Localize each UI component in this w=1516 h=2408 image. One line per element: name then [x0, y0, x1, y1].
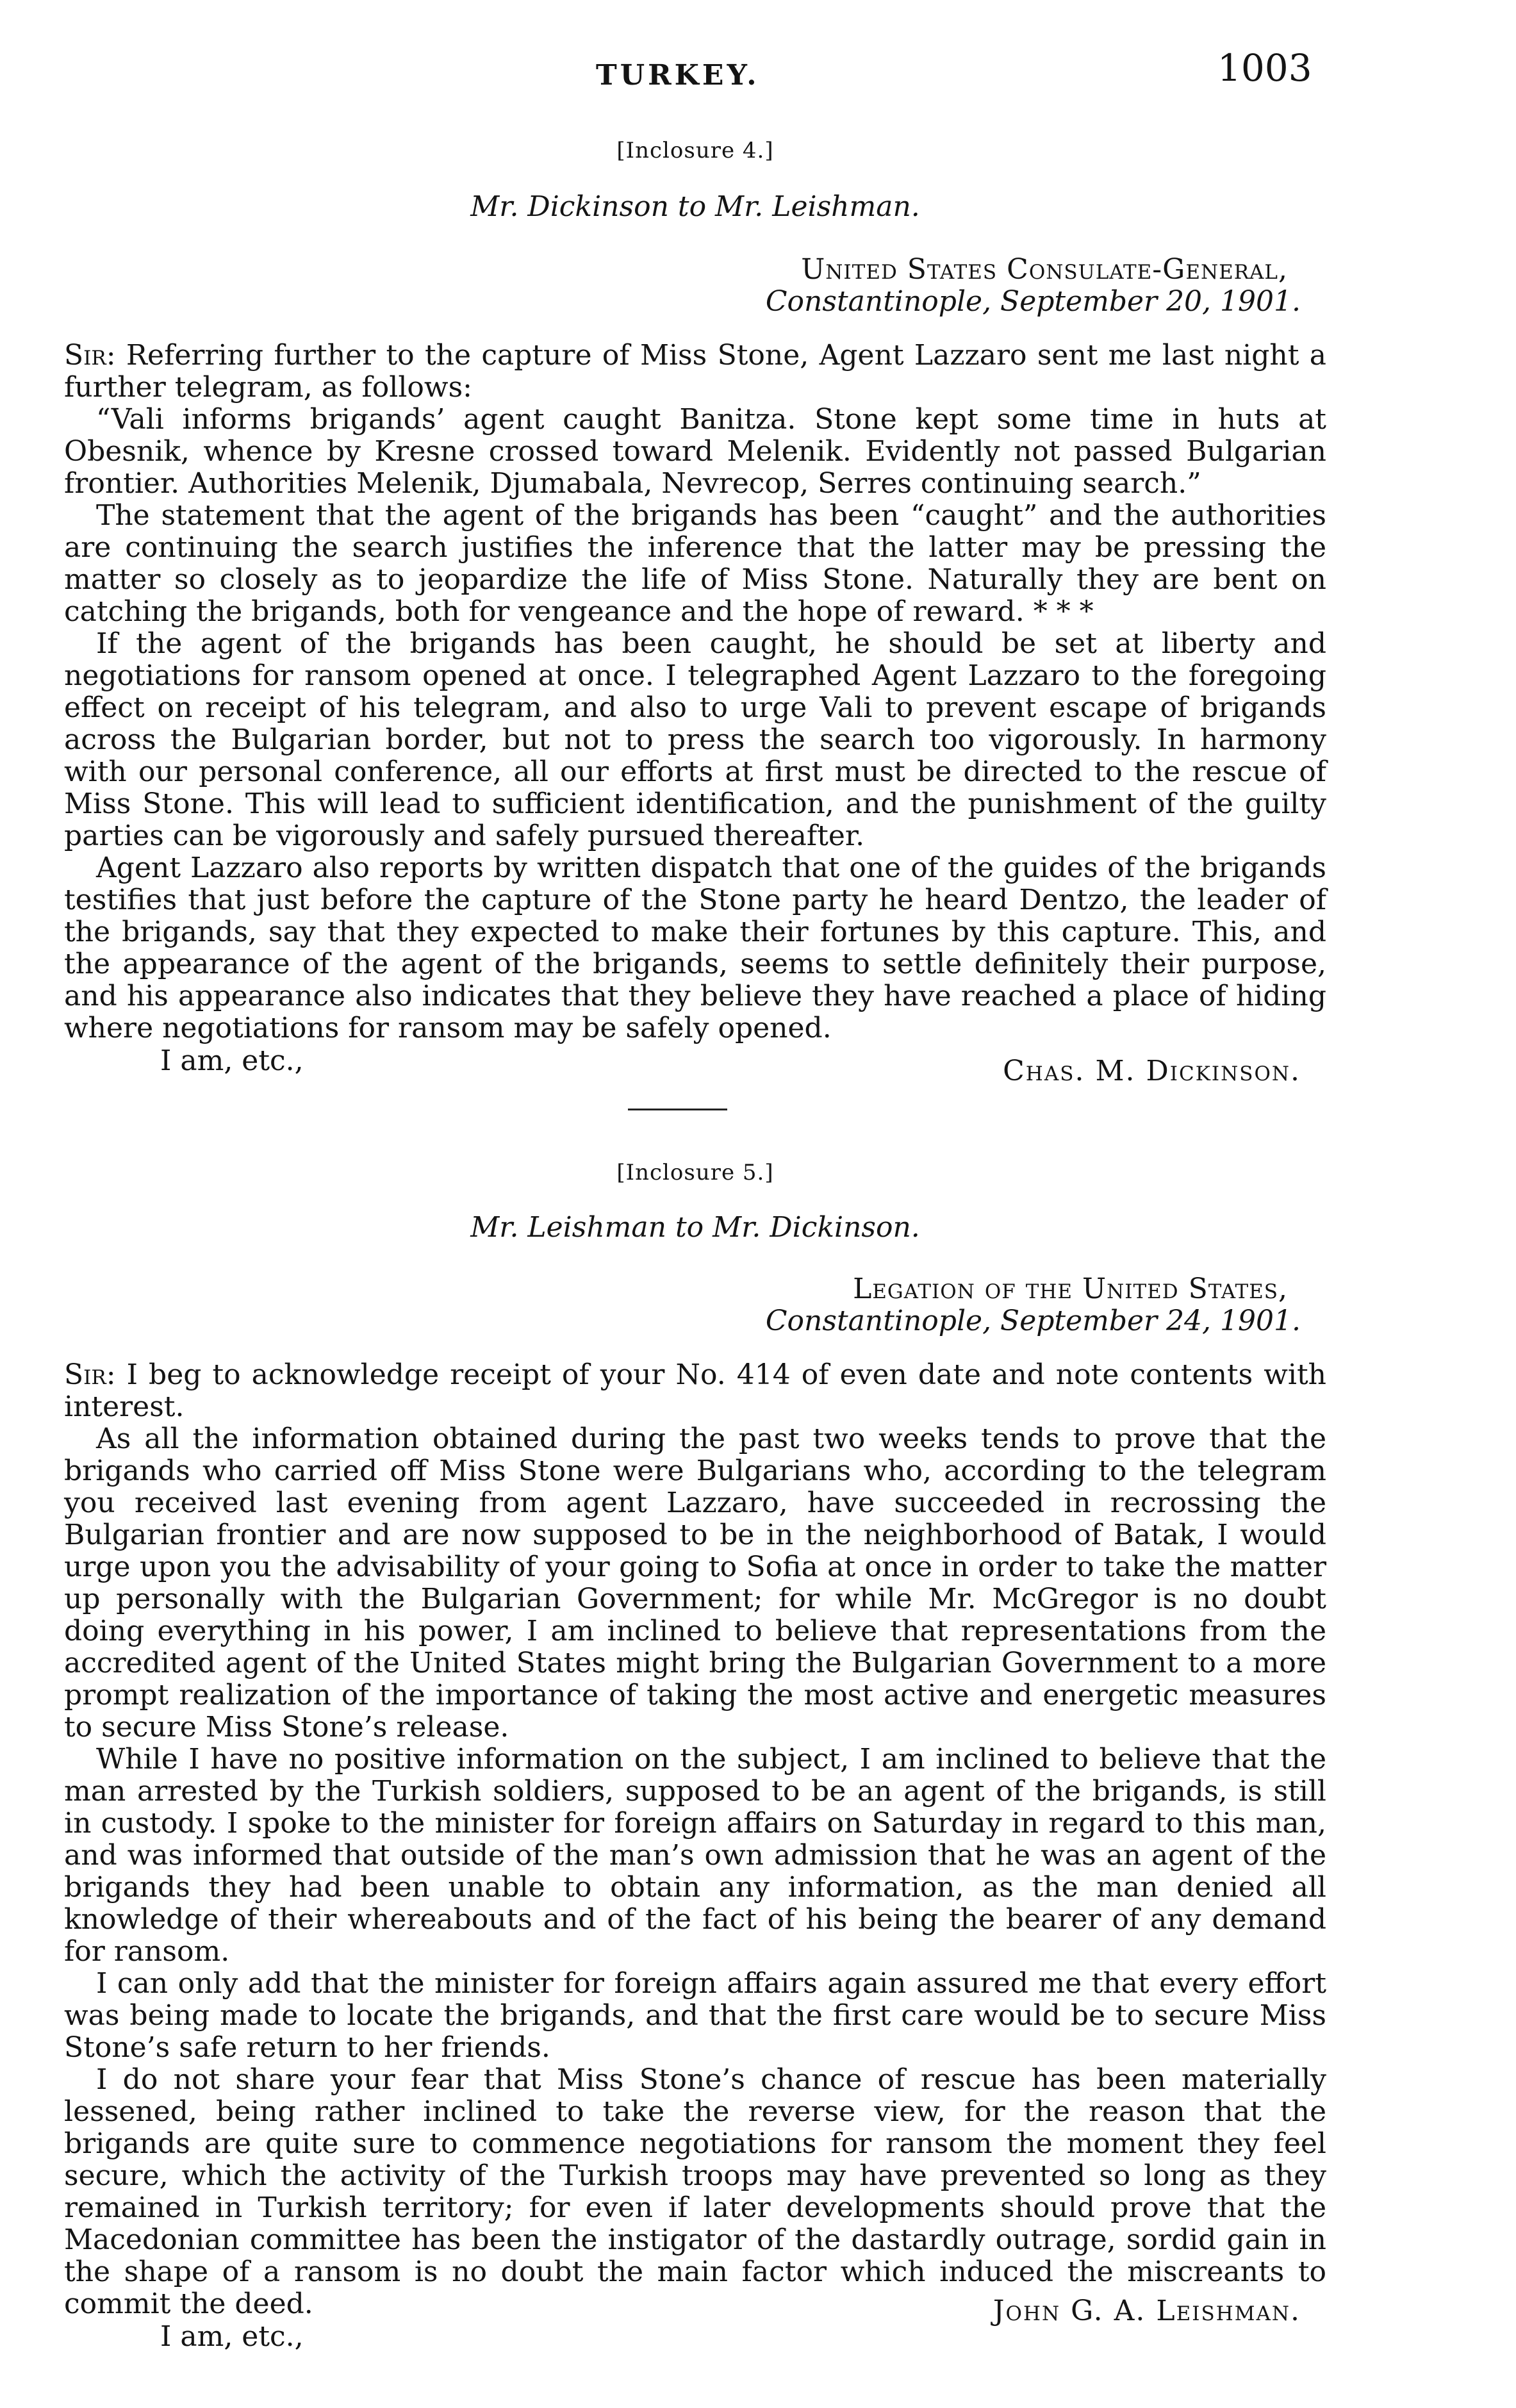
inclosure-4-paragraph: The statement that the agent of the brigands has been “caught” and the authorities are continuing the search justifies the inference that the latter may be pressing the matter so closely as to jeopardize the life of Miss Stone. Naturally they are bent on catching the brigands, both for vengeance and the hope of reward. * * *	[64, 499, 1326, 628]
inclosure-5-address	[64, 1273, 1326, 1337]
inclosure-5-closing-row	[64, 2295, 1326, 2354]
running-title: TURKEY.	[596, 59, 760, 92]
inclosure-4-signature: Chas. M. Dickinson.	[1003, 1055, 1301, 1087]
inclosure-5-paragraph	[64, 1359, 1326, 1423]
inclosure-4-section	[64, 138, 1326, 1087]
inclosure-5-body	[64, 1359, 1326, 2320]
inclosure-5-label: [Inclosure 5.]	[616, 1160, 774, 1185]
page-number: 1003	[1217, 46, 1312, 90]
inclosure-4-closing-row	[64, 1044, 1326, 1087]
inclosure-4-salutation: Sir:	[64, 339, 116, 372]
inclosure-4-label: [Inclosure 4.]	[616, 138, 774, 163]
inclosure-5-address-line2: Constantinople, September 24, 1901.	[765, 1305, 1301, 1337]
inclosure-5-signature: John G. A. Leishman.	[993, 2295, 1301, 2327]
inclosure-4-paragraph	[64, 340, 1326, 404]
inclosure-5-title: Mr. Leishman to Mr. Dickinson.	[470, 1211, 920, 1244]
inclosure-5-salutation: Sir:	[64, 1358, 116, 1391]
inclosure-4-closing: I am, etc.,	[160, 1044, 304, 1077]
inclosure-4-paragraph: Agent Lazzaro also reports by written dispatch that one of the guides of the brigands testifies that just before the capture of the Stone party he heard Dentzo, the leader of the brigands, say that they expected to make their fortunes by this capture. This, and the appearance of the agent of the brigands, seems to settle definitely their purpose, and his appearance also indicates that they believe they have reached a place of hiding where negotiations for ransom may be safely opened.	[64, 852, 1326, 1044]
inclosure-4-paragraph: “Vali informs brigands’ agent caught Banitza. Stone kept some time in huts at Obesnik, whence by Kresne crossed toward Melenik. Evidently not passed Bulgarian frontier. Authorities Melenik, Djumabala, Nevrecop, Serres continuing search.”	[64, 403, 1326, 500]
inclosure-4-address-line2: Constantinople, September 20, 1901.	[765, 285, 1301, 318]
inclosure-4-address-line1: United States Consulate-General,	[801, 253, 1288, 286]
inclosure-4-title: Mr. Dickinson to Mr. Leishman.	[470, 190, 920, 223]
inclosure-4-body	[64, 340, 1326, 1044]
inclosure-4-paragraph: If the agent of the brigands has been caught, he should be set at liberty and negotiations for ransom opened at once. I telegraphed Agent Lazzaro to the foregoing effect on receipt of his telegram, and also to urge Vali to prevent escape of brigands across the Bulgarian border, but not to press the search too vigorously. In harmony with our personal conference, all our efforts at first must be directed to the rescue of Miss Stone. This will lead to sufficient identification, and the punishment of the guilty parties can be vigorously and safely pursued thereafter.	[64, 627, 1326, 852]
section-divider	[628, 1109, 727, 1110]
inclosure-5-closing: I am, etc.,	[160, 2320, 304, 2353]
inclosure-5-paragraph-text: I beg to acknowledge receipt of your No. 414 of even date and note contents with interest.	[64, 1358, 1326, 1423]
inclosure-4-address	[64, 254, 1326, 318]
inclosure-5-paragraph: While I have no positive information on the subject, I am inclined to believe that the man arrested by the Turkish soldiers, supposed to be an agent of the brigands, is still in custody. I spoke to the minister for foreign affairs on Saturday in regard to this man, and was informed that outside of the man’s own admission that he was an agent of the brigands they had been unable to obtain any information, as the man denied all knowledge of their whereabouts and of the fact of his being the bearer of any demand for ransom.	[64, 1743, 1326, 1968]
inclosure-5-paragraph: I can only add that the minister for foreign affairs again assured me that every effort was being made to locate the brigands, and that the first care would be to secure Miss Stone’s safe return to her friends.	[64, 1967, 1326, 2064]
inclosure-5-address-line1: Legation of the United States,	[853, 1273, 1288, 1305]
inclosure-5-paragraph: As all the information obtained during the past two weeks tends to prove that the brigands who carried off Miss Stone were Bulgarians who, according to the telegram you received last evening from agent Lazzaro, have succeeded in recrossing the Bulgarian frontier and are now supposed to be in the neighborhood of Batak, I would urge upon you the advisability of your going to Sofia at once in order to take the matter up personally with the Bulgarian Government; for while Mr. McGregor is no doubt doing everything in his power, I am inclined to believe that representations from the accredited agent of the United States might bring the Bulgarian Government to a more prompt realization of the importance of taking the most active and energetic measures to secure Miss Stone’s release.	[64, 1423, 1326, 1744]
inclosure-4-paragraph-text: Referring further to the capture of Miss Stone, Agent Lazzaro sent me last night a further telegram, as follows:	[64, 339, 1326, 404]
inclosure-5-paragraph: I do not share your fear that Miss Stone’s chance of rescue has been materially lessened, being rather inclined to take the reverse view, for the reason that the brigands are quite sure to commence negotiations for ransom the moment they feel secure, which the activity of the Turkish troops may have prevented so long as they remained in Turkish territory; for even if later developments should prove that the Macedonian committee has been the instigator of the dastardly outrage, sordid gain in the shape of a ransom is no doubt the main factor which induced the miscreants to commit the deed.	[64, 2063, 1326, 2320]
inclosure-5-section	[64, 1160, 1326, 2354]
